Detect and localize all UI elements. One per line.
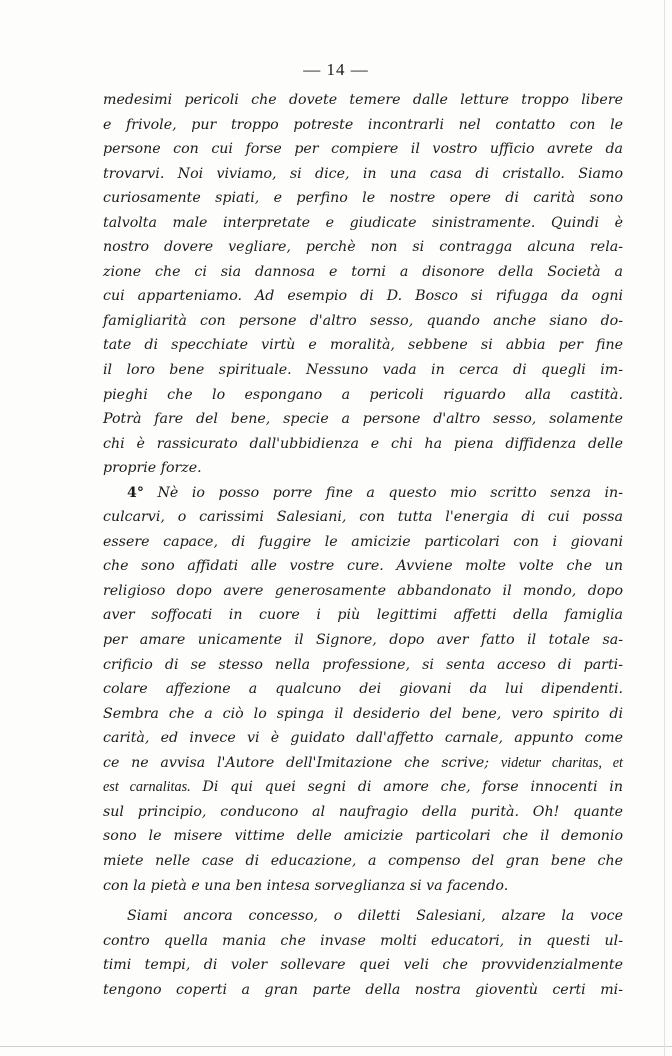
text-line: curiosamente spiati, e perfino le nostre opere di carità sono [103, 190, 623, 207]
text-line: proprie forze. [103, 460, 202, 477]
text-line: essere capace, di fuggire le amicizie particolari con i giovani [103, 533, 623, 550]
text-line: crificio di se stesso nella professione, si senta acceso di parti- [103, 656, 623, 673]
text-span: Nè io posso porre fine a questo mio scritto senza in- [157, 484, 623, 501]
text-line: religioso dopo avere generosamente abbandonato il mondo, dopo [103, 582, 623, 599]
latin-quote: videtur charitas, et [500, 754, 623, 771]
text-line: medesimi pericoli che dovete temere dalle letture troppo libere [103, 92, 623, 108]
page-bottom-edge [0, 1046, 672, 1047]
text-line: e frivole, pur troppo potreste incontrarli nel contatto con le [103, 116, 623, 133]
text-line: zione che ci sia dannosa e torni a disonore della Società a [103, 263, 623, 280]
text-line: aver soffocati in cuore i più legittimi affetti della famiglia [103, 607, 623, 624]
page-number: — 14 — [303, 60, 369, 79]
text-line: chi è rassicurato dall'ubbidienza e chi ha piena diffidenza delle [103, 435, 623, 452]
text-line: cui apparteniamo. Ad esempio di D. Bosco si rifugga da ogni [103, 288, 623, 305]
text-line: il loro bene spirituale. Nessuno vada in cerca di quegli im- [103, 362, 623, 379]
body-text [103, 88, 623, 1002]
text-line: nostro dovere vegliare, perchè non si contragga alcuna rela- [103, 239, 623, 256]
text-line: che sono affidati alle vostre cure. Avviene molte volte che un [103, 558, 623, 575]
section-number: 4° [127, 484, 144, 501]
text-line: pieghi che lo espongano a pericoli riguardo alla castità. [103, 386, 623, 403]
text-line [103, 481, 623, 506]
text-line: trovarvi. Noi viviamo, si dice, in una casa di cristallo. Siamo [103, 165, 623, 182]
paragraph-1 [103, 88, 623, 481]
text-line: Siami ancora concesso, o diletti Salesiani, alzare la voce [127, 908, 623, 925]
paragraph-3 [103, 904, 623, 1002]
text-line: famigliarità con persone d'altro sesso, quando anche siano do- [103, 312, 623, 329]
text-line: Potrà fare del bene, specie a persone d'altro sesso, solamente [103, 411, 623, 428]
text-line: colare affezione a qualcuno dei giovani da lui dipendenti. [103, 681, 623, 698]
text-line: tate di specchiate virtù e moralità, sebbene si abbia per fine [103, 337, 623, 354]
text-line: sul principio, conducono al naufragio della purità. Oh! quante [103, 803, 623, 820]
page-right-edge [664, 0, 665, 1056]
text-line: miete nelle case di educazione, a compenso del gran bene che [103, 852, 623, 869]
text-line: timi tempi, di voler sollevare quei veli che provvidenzialmente [103, 957, 623, 974]
text-line: tengono coperti a gran parte della nostra gioventù certi mi- [103, 981, 623, 998]
text-line: carità, ed invece vi è guidato dall'affetto carnale, appunto come [103, 730, 623, 747]
paragraph-2 [103, 481, 623, 898]
text-span: ce ne avvisa l'Autore dell'Imitazione che scrive; [103, 754, 490, 771]
text-line: culcarvi, o carissimi Salesiani, con tutta l'energia di cui possa [103, 509, 623, 526]
text-line: sono le misere vittime delle amicizie particolari che il demonio [103, 828, 623, 845]
text-line [103, 751, 623, 776]
text-line [103, 775, 623, 800]
text-line: Sembra che a ciò lo spinga il desiderio del bene, vero spirito di [103, 705, 623, 722]
text-line: persone con cui forse per compiere il vostro ufficio avrete da [103, 141, 623, 158]
latin-quote: est carnalitas. [103, 779, 191, 796]
text-span: Di qui quei segni di amore che, forse innocenti in [202, 779, 623, 796]
text-line: con la pietà e una ben intesa sorveglianza si va facendo. [103, 877, 509, 894]
text-line: talvolta male interpretate e giudicate sinistramente. Quindi è [103, 214, 623, 231]
text-line: contro quella mania che invase molti educatori, in questi ul- [103, 932, 623, 949]
text-line: per amare unicamente il Signore, dopo aver fatto il totale sa- [103, 632, 623, 649]
